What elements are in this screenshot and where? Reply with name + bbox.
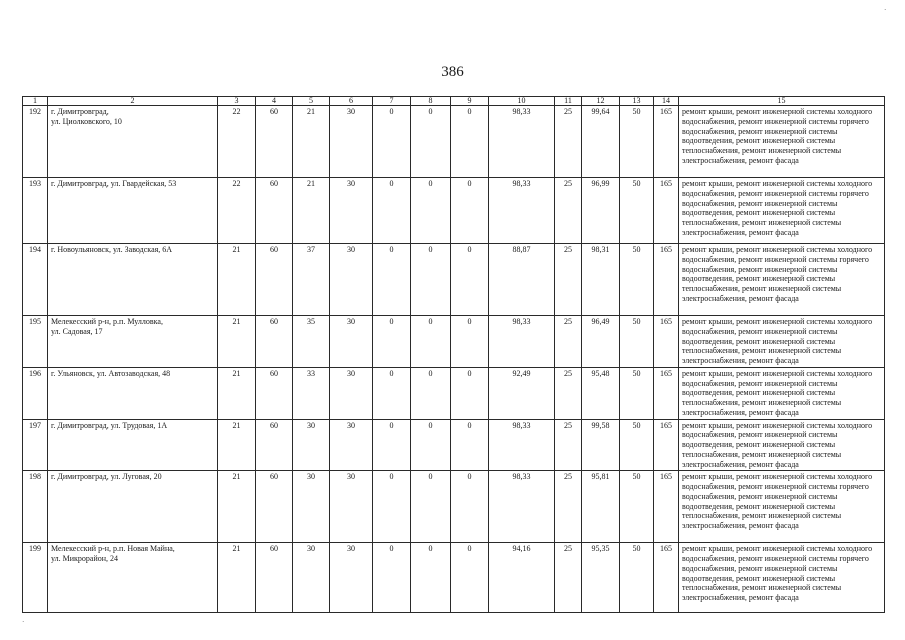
value-cell-col-8: 0 [411,244,451,316]
value-cell-col-9: 0 [451,106,489,178]
value-cell-col-12: 98,31 [582,244,620,316]
value-cell-col-14: 165 [654,367,679,419]
value-cell-col-11: 25 [555,178,582,244]
scan-mark: · [22,618,25,626]
value-cell-col-13: 50 [620,367,654,419]
works-list-cell: ремонт крыши, ремонт инженерной системы холодного водоснабжения, ремонт инженерной системы горячего водоснабжения, ремонт инженерной системы водоотведения, ремонт инженерной системы теплоснабжения, ремонт инженерной системы электроснабжения, ремонт фасада [679,178,885,244]
column-number-5: 5 [293,97,330,106]
value-cell-col-10: 88,87 [489,244,555,316]
address-line: ул. Циолковского, 10 [51,116,122,126]
value-cell-col-10: 92,49 [489,367,555,419]
value-cell-col-3: 22 [218,178,256,244]
works-list-cell: ремонт крыши, ремонт инженерной системы холодного водоснабжения, ремонт инженерной системы горячего водоснабжения, ремонт инженерной системы водоотведения, ремонт инженерной системы теплоснабжения, ремонт инженерной системы электроснабжения, ремонт фасада [679,244,885,316]
column-number-9: 9 [451,97,489,106]
value-cell-col-3: 21 [218,244,256,316]
row-number: 196 [23,367,48,419]
address-line: г. Димитровград, ул. Гвардейская, 53 [51,179,177,188]
address-line: ул. Микрорайон, 24 [51,554,119,563]
column-number-8: 8 [411,97,451,106]
column-number-10: 10 [489,97,555,106]
value-cell-col-14: 165 [654,316,679,368]
value-cell-col-7: 0 [373,471,411,543]
column-number-13: 13 [620,97,654,106]
value-cell-col-6: 30 [330,543,373,613]
table-row [23,106,885,178]
value-cell-col-11: 25 [555,316,582,368]
value-cell-col-11: 25 [555,419,582,471]
value-cell-col-9: 0 [451,367,489,419]
column-number-row [23,97,885,106]
value-cell-col-4: 60 [256,471,293,543]
value-cell-col-10: 98,33 [489,419,555,471]
works-list-cell: ремонт крыши, ремонт инженерной системы холодного водоснабжения, ремонт инженерной системы водоотведения, ремонт инженерной системы теплоснабжения, ремонт инженерной системы электроснабжения, ремонт фасада [679,419,885,471]
value-cell-col-9: 0 [451,471,489,543]
value-cell-col-12: 95,35 [582,543,620,613]
value-cell-col-10: 98,33 [489,471,555,543]
value-cell-col-6: 30 [330,471,373,543]
value-cell-col-5: 30 [293,471,330,543]
value-cell-col-11: 25 [555,106,582,178]
address-line: Мелекесский р-н, р.п. Мулловка, [51,317,163,326]
value-cell-col-3: 22 [218,106,256,178]
address-cell [48,471,218,543]
value-cell-col-13: 50 [620,471,654,543]
value-cell-col-4: 60 [256,316,293,368]
works-list-cell: ремонт крыши, ремонт инженерной системы холодного водоснабжения, ремонт инженерной системы водоотведения, ремонт инженерной системы теплоснабжения, ремонт инженерной системы электроснабжения, ремонт фасада [679,367,885,419]
value-cell-col-5: 35 [293,316,330,368]
value-cell-col-10: 94,16 [489,543,555,613]
value-cell-col-3: 21 [218,471,256,543]
value-cell-col-13: 50 [620,543,654,613]
value-cell-col-14: 165 [654,106,679,178]
value-cell-col-4: 60 [256,419,293,471]
value-cell-col-4: 60 [256,244,293,316]
value-cell-col-9: 0 [451,178,489,244]
value-cell-col-14: 165 [654,178,679,244]
value-cell-col-5: 33 [293,367,330,419]
value-cell-col-11: 25 [555,471,582,543]
value-cell-col-11: 25 [555,367,582,419]
row-number: 194 [23,244,48,316]
value-cell-col-8: 0 [411,419,451,471]
table-row [23,471,885,543]
table-body [23,106,885,613]
value-cell-col-10: 98,33 [489,178,555,244]
value-cell-col-14: 165 [654,419,679,471]
value-cell-col-14: 165 [654,543,679,613]
column-number-3: 3 [218,97,256,106]
value-cell-col-12: 95,81 [582,471,620,543]
address-line: г. Димитровград, [51,107,109,116]
value-cell-col-5: 21 [293,106,330,178]
value-cell-col-6: 30 [330,106,373,178]
value-cell-col-6: 30 [330,419,373,471]
row-number: 197 [23,419,48,471]
table-row [23,316,885,368]
value-cell-col-8: 0 [411,178,451,244]
table-row [23,244,885,316]
value-cell-col-13: 50 [620,419,654,471]
table-row [23,367,885,419]
value-cell-col-12: 99,64 [582,106,620,178]
value-cell-col-3: 21 [218,367,256,419]
page-number: 386 [441,64,464,80]
value-cell-col-11: 25 [555,244,582,316]
value-cell-col-4: 60 [256,367,293,419]
value-cell-col-6: 30 [330,244,373,316]
value-cell-col-12: 96,99 [582,178,620,244]
column-number-1: 1 [23,97,48,106]
address-cell [48,178,218,244]
address-cell [48,106,218,178]
value-cell-col-5: 21 [293,178,330,244]
value-cell-col-4: 60 [256,543,293,613]
table-row [23,178,885,244]
column-number-14: 14 [654,97,679,106]
value-cell-col-9: 0 [451,419,489,471]
works-list-cell: ремонт крыши, ремонт инженерной системы холодного водоснабжения, ремонт инженерной системы водоотведения, ремонт инженерной системы теплоснабжения, ремонт инженерной системы электроснабжения, ремонт фасада [679,316,885,368]
column-number-6: 6 [330,97,373,106]
value-cell-col-5: 37 [293,244,330,316]
scan-mark: · [884,6,887,14]
value-cell-col-7: 0 [373,106,411,178]
column-number-2: 2 [48,97,218,106]
value-cell-col-6: 30 [330,178,373,244]
works-list-cell: ремонт крыши, ремонт инженерной системы холодного водоснабжения, ремонт инженерной системы горячего водоснабжения, ремонт инженерной системы водоотведения, ремонт инженерной системы теплоснабжения, ремонт инженерной системы электроснабжения, ремонт фасада [679,471,885,543]
value-cell-col-10: 98,33 [489,316,555,368]
value-cell-col-7: 0 [373,367,411,419]
value-cell-col-3: 21 [218,316,256,368]
row-number: 192 [23,106,48,178]
value-cell-col-14: 165 [654,244,679,316]
value-cell-col-7: 0 [373,419,411,471]
row-number: 195 [23,316,48,368]
works-list-cell: ремонт крыши, ремонт инженерной системы холодного водоснабжения, ремонт инженерной системы горячего водоснабжения, ремонт инженерной системы водоотведения, ремонт инженерной системы теплоснабжения, ремонт инженерной системы электроснабжения, ремонт фасада [679,543,885,613]
value-cell-col-3: 21 [218,419,256,471]
value-cell-col-6: 30 [330,316,373,368]
value-cell-col-7: 0 [373,543,411,613]
value-cell-col-8: 0 [411,316,451,368]
address-line: г. Димитровград, ул. Трудовая, 1А [51,420,168,430]
value-cell-col-5: 30 [293,419,330,471]
address-line: г. Ульяновск, ул. Автозаводская, 48 [51,368,171,378]
address-line: г. Новоульяновск, ул. Заводская, 6А [51,245,173,254]
column-number-7: 7 [373,97,411,106]
value-cell-col-7: 0 [373,316,411,368]
address-cell [48,244,218,316]
value-cell-col-10: 98,33 [489,106,555,178]
value-cell-col-7: 0 [373,178,411,244]
value-cell-col-5: 30 [293,543,330,613]
value-cell-col-9: 0 [451,316,489,368]
value-cell-col-8: 0 [411,367,451,419]
column-number-12: 12 [582,97,620,106]
address-cell [48,543,218,613]
column-number-11: 11 [555,97,582,106]
column-number-15: 15 [679,97,885,106]
row-number: 193 [23,178,48,244]
address-line: ул. Садовая, 17 [51,326,103,336]
value-cell-col-12: 95,48 [582,367,620,419]
value-cell-col-12: 96,49 [582,316,620,368]
value-cell-col-3: 21 [218,543,256,613]
repair-program-table [22,96,885,613]
value-cell-col-11: 25 [555,543,582,613]
value-cell-col-7: 0 [373,244,411,316]
table-row [23,419,885,471]
value-cell-col-4: 60 [256,106,293,178]
value-cell-col-14: 165 [654,471,679,543]
table-row [23,543,885,613]
value-cell-col-6: 30 [330,367,373,419]
value-cell-col-9: 0 [451,543,489,613]
value-cell-col-8: 0 [411,471,451,543]
address-cell [48,367,218,419]
row-number: 199 [23,543,48,613]
value-cell-col-4: 60 [256,178,293,244]
value-cell-col-13: 50 [620,316,654,368]
value-cell-col-12: 99,58 [582,419,620,471]
value-cell-col-8: 0 [411,106,451,178]
value-cell-col-13: 50 [620,178,654,244]
address-line: Мелекесский р-н, р.п. Новая Майна, [51,544,175,554]
column-number-4: 4 [256,97,293,106]
value-cell-col-13: 50 [620,106,654,178]
value-cell-col-13: 50 [620,244,654,316]
value-cell-col-9: 0 [451,244,489,316]
works-list-cell: ремонт крыши, ремонт инженерной системы холодного водоснабжения, ремонт инженерной системы горячего водоснабжения, ремонт инженерной системы водоотведения, ремонт инженерной системы теплоснабжения, ремонт инженерной системы электроснабжения, ремонт фасада [679,106,885,178]
address-cell [48,419,218,471]
row-number: 198 [23,471,48,543]
address-cell [48,316,218,368]
address-line: г. Димитровград, ул. Луговая, 20 [51,472,162,482]
value-cell-col-8: 0 [411,543,451,613]
